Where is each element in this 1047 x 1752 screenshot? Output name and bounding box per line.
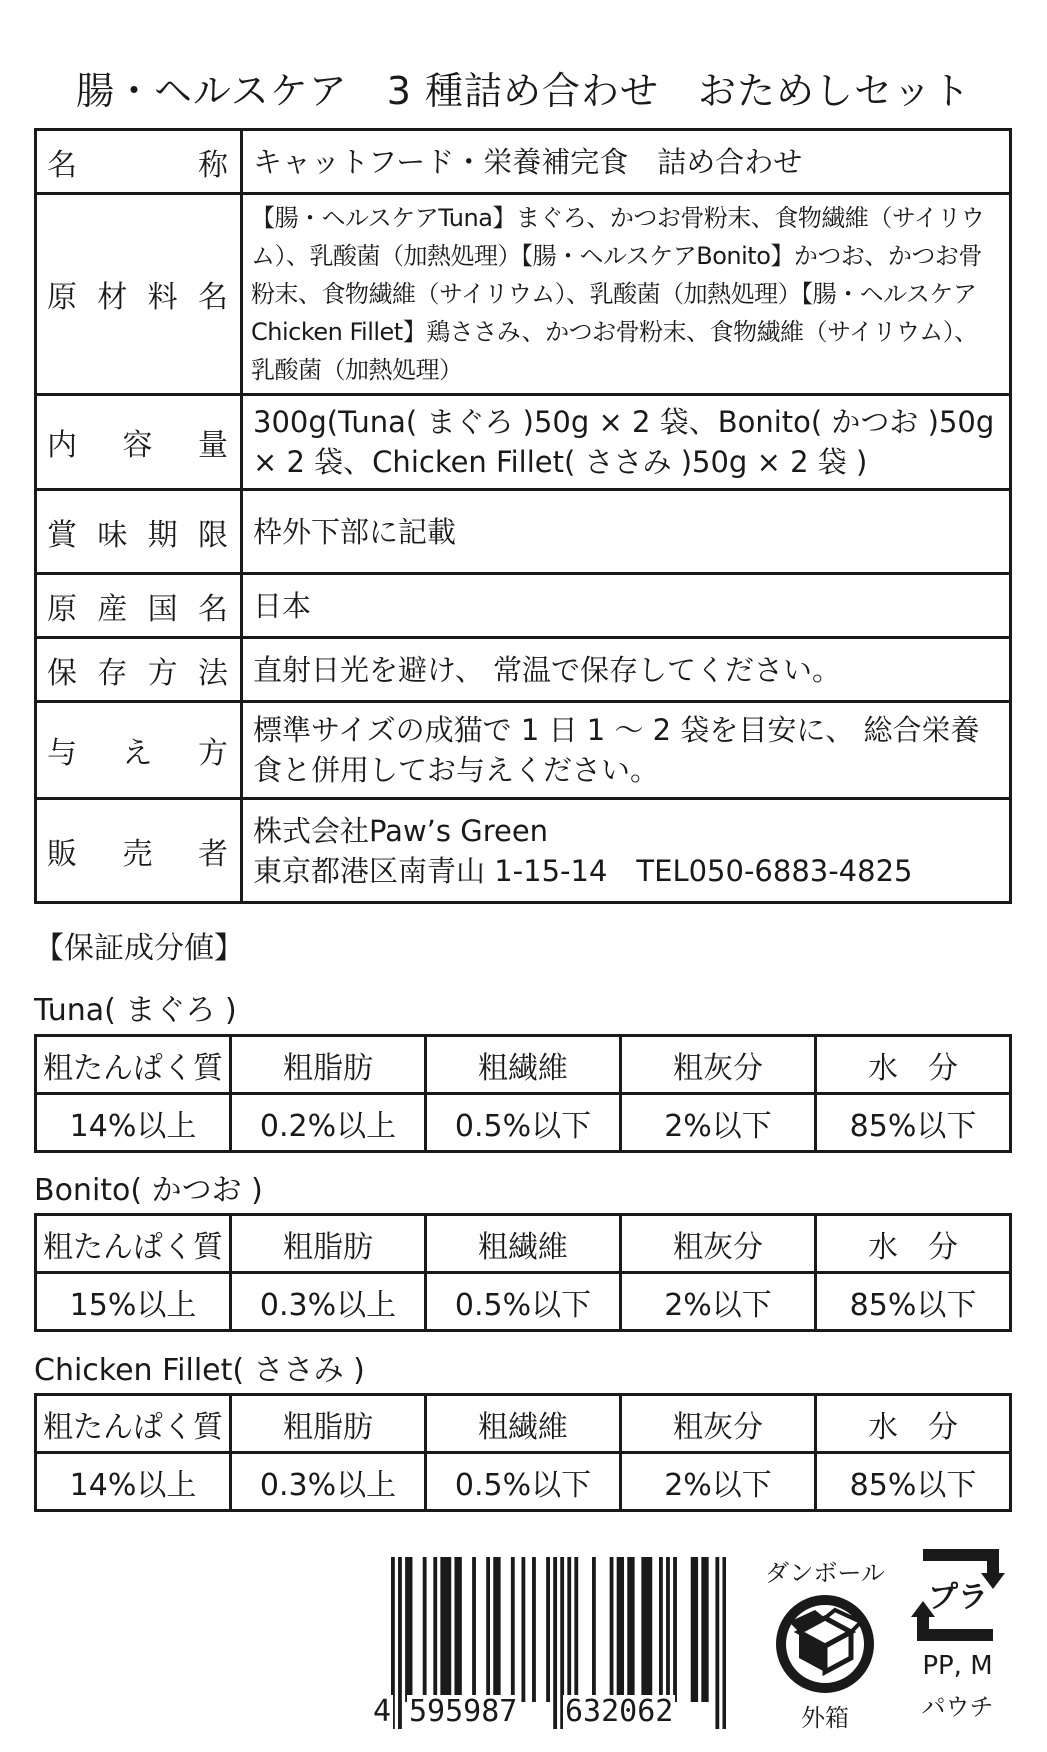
barcode-bar bbox=[673, 1557, 677, 1702]
barcode-bar bbox=[521, 1557, 525, 1702]
plastic-recycle-icon bbox=[903, 1545, 1013, 1645]
info-row-storage bbox=[36, 638, 1011, 702]
guarantee-title: 【保証成分値】 bbox=[34, 931, 244, 966]
nutrition-series-name: Chicken Fillet( ささみ ) bbox=[34, 1353, 365, 1388]
barcode-bar bbox=[691, 1557, 695, 1702]
barcode-bar bbox=[546, 1557, 550, 1702]
info-label: 与え方 bbox=[36, 702, 242, 799]
nutrition-value: 0.5%以下 bbox=[426, 1094, 621, 1152]
barcode-bar bbox=[511, 1557, 515, 1702]
barcode-bar bbox=[409, 1557, 413, 1702]
nutrition-table bbox=[34, 1034, 1012, 1153]
info-value: 300g(Tuna( まぐろ )50g × 2 袋、Bonito( かつお )50g × 2 袋、Chicken Fillet( ささみ )50g × 2 袋 ) bbox=[242, 395, 1011, 490]
barcode-first-digit: 4 bbox=[373, 1694, 392, 1729]
nutrition-value: 14%以上 bbox=[36, 1094, 231, 1152]
nutrition-value: 0.3%以上 bbox=[231, 1453, 426, 1511]
barcode-bar bbox=[497, 1557, 501, 1702]
nutrition-header: 粗灰分 bbox=[621, 1215, 816, 1273]
nutrition-header: 粗灰分 bbox=[621, 1395, 816, 1453]
barcode-bar bbox=[627, 1557, 631, 1702]
info-label: 販売者 bbox=[36, 799, 242, 903]
info-value: 【腸・ヘルスケアTuna】まぐろ、かつお骨粉末、食物繊維（サイリウム）、乳酸菌（加熱処理）【腸・ヘルスケアBonito】かつお、かつお骨粉末、食物繊維（サイリウム）、乳酸菌（加熱処理）【腸・ヘルスケアChicken Fillet】鶏ささみ、かつお骨粉末、食物繊維（サイリウム）、乳酸菌（加熱処理） bbox=[242, 194, 1011, 395]
barcode-bar bbox=[405, 1557, 409, 1702]
nutrition-header: 粗脂肪 bbox=[231, 1036, 426, 1094]
barcode-bar bbox=[701, 1557, 705, 1702]
nutrition-value: 85%以下 bbox=[816, 1094, 1011, 1152]
barcode-bar bbox=[440, 1557, 444, 1702]
info-value: 直射日光を避け、 常温で保存してください。 bbox=[242, 638, 1011, 702]
nutrition-header-row bbox=[36, 1036, 1011, 1094]
cardboard-recycle-icon bbox=[775, 1594, 875, 1694]
nutrition-header: 粗たんぱく質 bbox=[36, 1395, 231, 1453]
nutrition-value-row bbox=[36, 1453, 1011, 1511]
nutrition-header: 粗たんぱく質 bbox=[36, 1215, 231, 1273]
nutrition-value: 2%以下 bbox=[621, 1453, 816, 1511]
info-label: 原産国名 bbox=[36, 574, 242, 638]
barcode-bar bbox=[610, 1557, 614, 1702]
nutrition-value: 0.2%以上 bbox=[231, 1094, 426, 1152]
barcode-bar bbox=[454, 1557, 458, 1702]
info-row-feeding bbox=[36, 702, 1011, 799]
barcode-bar bbox=[659, 1557, 663, 1702]
product-info-table bbox=[34, 128, 1012, 904]
barcode-left-digits: 595987 bbox=[409, 1694, 518, 1729]
info-row-origin bbox=[36, 574, 1011, 638]
cardboard-bottom-label: 外箱 bbox=[801, 1704, 849, 1732]
info-value: 枠外下部に記載 bbox=[242, 490, 1011, 574]
nutrition-value: 85%以下 bbox=[816, 1453, 1011, 1511]
barcode-bar bbox=[648, 1557, 652, 1702]
barcode bbox=[371, 1557, 741, 1732]
info-row-content bbox=[36, 395, 1011, 490]
barcode-bar bbox=[620, 1557, 624, 1702]
nutrition-header-row bbox=[36, 1395, 1011, 1453]
nutrition-header: 水 分 bbox=[816, 1395, 1011, 1453]
nutrition-value: 0.3%以上 bbox=[231, 1273, 426, 1331]
plastic-material: PP, M bbox=[922, 1651, 993, 1681]
barcode-bar bbox=[532, 1557, 536, 1702]
nutrition-header: 粗繊維 bbox=[426, 1395, 621, 1453]
barcode-bar bbox=[574, 1557, 578, 1702]
info-label: 名称 bbox=[36, 130, 242, 194]
barcode-bar bbox=[447, 1557, 451, 1702]
plastic-recycle-mark bbox=[895, 1545, 1020, 1722]
info-label: 賞味期限 bbox=[36, 490, 242, 574]
nutrition-value-row bbox=[36, 1273, 1011, 1331]
seller-address: 東京都港区南青山 1-15-14 TEL050-6883-4825 bbox=[253, 853, 913, 888]
nutrition-value: 15%以上 bbox=[36, 1273, 231, 1331]
barcode-bar bbox=[423, 1557, 427, 1702]
info-value: キャットフード・栄養補完食 詰め合わせ bbox=[242, 130, 1011, 194]
barcode-bar bbox=[694, 1557, 698, 1702]
nutrition-value: 14%以上 bbox=[36, 1453, 231, 1511]
barcode-bar bbox=[592, 1557, 596, 1702]
info-value: 日本 bbox=[242, 574, 1011, 638]
info-row-best-before bbox=[36, 490, 1011, 574]
cardboard-recycle-mark bbox=[760, 1553, 890, 1733]
nutrition-table bbox=[34, 1213, 1012, 1332]
seller-name: 株式会社Paw’s Green bbox=[253, 813, 549, 848]
barcode-bar bbox=[472, 1557, 476, 1702]
barcode-bar bbox=[705, 1557, 709, 1702]
nutrition-value-row bbox=[36, 1094, 1011, 1152]
nutrition-table bbox=[34, 1393, 1012, 1512]
barcode-digits bbox=[371, 1695, 741, 1735]
nutrition-value: 2%以下 bbox=[621, 1094, 816, 1152]
barcode-bar bbox=[444, 1557, 448, 1702]
nutrition-series-name: Tuna( まぐろ ) bbox=[34, 993, 237, 1028]
nutrition-header: 粗脂肪 bbox=[231, 1395, 426, 1453]
nutrition-header: 粗灰分 bbox=[621, 1036, 816, 1094]
barcode-bar bbox=[641, 1557, 645, 1702]
info-row-seller bbox=[36, 799, 1011, 903]
nutrition-header: 水 分 bbox=[816, 1215, 1011, 1273]
info-row-ingredients bbox=[36, 194, 1011, 395]
nutrition-value: 85%以下 bbox=[816, 1273, 1011, 1331]
plastic-mark-text: プラ bbox=[927, 1580, 988, 1615]
nutrition-header: 水 分 bbox=[816, 1036, 1011, 1094]
info-label: 保存方法 bbox=[36, 638, 242, 702]
info-value: 標準サイズの成猫で 1 日 1 ～ 2 袋を目安に、 総合栄養食と併用してお与えください。 bbox=[242, 702, 1011, 799]
barcode-bar bbox=[433, 1557, 437, 1702]
nutrition-header: 粗繊維 bbox=[426, 1215, 621, 1273]
barcode-bar bbox=[617, 1557, 621, 1702]
barcode-bar bbox=[486, 1557, 490, 1702]
nutrition-value: 0.5%以下 bbox=[426, 1273, 621, 1331]
nutrition-header: 粗たんぱく質 bbox=[36, 1036, 231, 1094]
info-label: 原材料名 bbox=[36, 194, 242, 395]
info-label: 内容量 bbox=[36, 395, 242, 490]
cardboard-label: ダンボール bbox=[765, 1559, 885, 1587]
barcode-bar bbox=[631, 1557, 635, 1702]
nutrition-value: 0.5%以下 bbox=[426, 1453, 621, 1511]
nutrition-series-name: Bonito( かつお ) bbox=[34, 1173, 263, 1208]
plastic-bottom-label: パウチ bbox=[921, 1693, 994, 1721]
info-row-name bbox=[36, 130, 1011, 194]
page-title: 腸・ヘルスケア 3 種詰め合わせ おためしセット bbox=[75, 69, 972, 113]
barcode-bar bbox=[493, 1557, 497, 1702]
barcode-bar bbox=[567, 1557, 571, 1702]
barcode-bar bbox=[458, 1557, 462, 1702]
nutrition-value: 2%以下 bbox=[621, 1273, 816, 1331]
barcode-bar bbox=[645, 1557, 649, 1702]
info-value bbox=[242, 799, 1011, 903]
barcode-bar bbox=[666, 1557, 670, 1702]
barcode-right-digits: 632062 bbox=[565, 1694, 674, 1729]
nutrition-header: 粗脂肪 bbox=[231, 1215, 426, 1273]
nutrition-header-row bbox=[36, 1215, 1011, 1273]
nutrition-header: 粗繊維 bbox=[426, 1036, 621, 1094]
